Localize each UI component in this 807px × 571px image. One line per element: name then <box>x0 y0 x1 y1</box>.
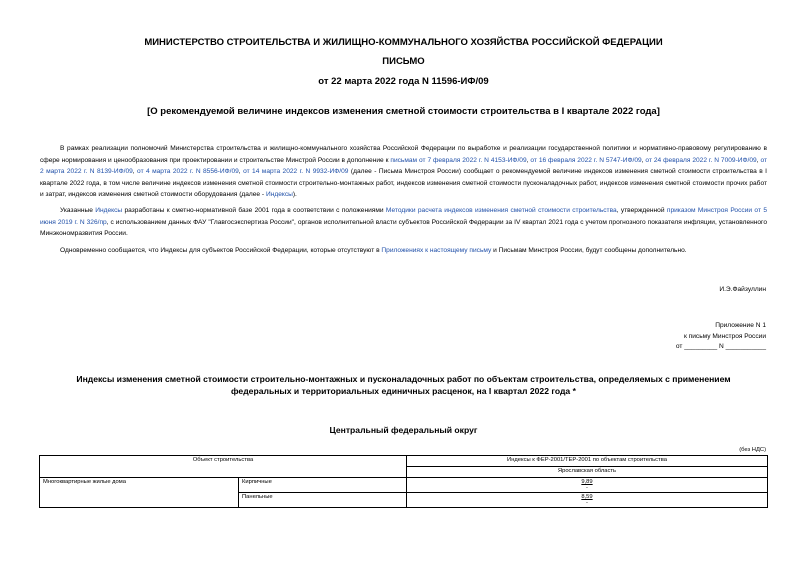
index-extra: - <box>586 485 588 491</box>
paragraph-text: (далее - Письма Минстроя России) сообщает о рекомендуемой величине индексов изменения сметной стоимости строительства в I квартале 2022 года, в том числе величине индексов изменения сметной стоимости строительно-монтажных работ, индексов изменения сметной стоимости пусконаладочных работ, индексов изменения сметной стоимости прочих работ и затрат, индексов изменения сметной стоимости оборудования (далее - <box>40 168 767 199</box>
cell-type: Кирпичные <box>239 478 407 493</box>
vat-note: (без НДС) <box>739 447 766 453</box>
appendix-number: Приложение N 1 <box>715 322 766 329</box>
index-title-line-2 <box>0 385 807 397</box>
signer-name: И.Э.Файзуллин <box>719 286 766 293</box>
paragraph-2 <box>40 205 767 240</box>
document-type: ПИСЬМО <box>382 56 425 67</box>
appendix-reference: к письму Минстроя России <box>683 333 766 340</box>
footnote-mark[interactable]: * <box>570 386 576 396</box>
link-letter-feb7[interactable]: письмам от 7 февраля 2022 г. N 4153-ИФ/09 <box>390 156 527 164</box>
link-indexes[interactable]: Индексы <box>265 191 293 199</box>
separator: , <box>526 156 531 164</box>
link-letter-mar14[interactable]: от 14 марта 2022 г. N 9932-ИФ/09 <box>243 168 349 176</box>
index-value: 8,59 <box>581 494 593 500</box>
header-object: Объект строительства <box>40 456 407 478</box>
table-row <box>40 493 768 508</box>
link-methodology[interactable]: Методики расчета индексов изменения сметной стоимости строительства <box>385 207 617 214</box>
header-indexes: Индексы к ФЕР-2001/ТЕР-2001 по объектам строительства <box>407 456 768 467</box>
ministry-name: МИНИСТЕРСТВО СТРОИТЕЛЬСТВА И ЖИЛИЩНО-КОММУНАЛЬНОГО ХОЗЯЙСТВА РОССИЙСКОЙ ФЕДЕРАЦИИ <box>144 37 663 48</box>
paragraph-3 <box>40 245 767 257</box>
link-indexes[interactable]: Индексы <box>95 207 123 214</box>
separator: , <box>132 168 138 176</box>
paragraph-text: Указанные <box>60 207 96 214</box>
index-table <box>39 455 768 508</box>
cell-value <box>407 493 768 508</box>
paragraph-text: Одновременно сообщается, что Индексы для субъектов Российской Федерации, которые отсутствуют в <box>60 247 382 254</box>
table-row <box>40 478 768 493</box>
link-letter-feb16[interactable]: от 16 февраля 2022 г. N 5747-ИФ/09 <box>530 156 642 164</box>
district-heading: Центральный федеральный округ <box>329 425 478 435</box>
link-letter-mar4[interactable]: от 4 марта 2022 г. N 8556-ИФ/09 <box>137 168 239 176</box>
document-date: от 22 марта 2022 года N 11596-ИФ/09 <box>318 76 489 87</box>
separator: , <box>641 156 646 164</box>
link-letter-feb24[interactable]: от 24 февраля 2022 г. N 7009-ИФ/09 <box>645 156 757 164</box>
paragraph-text: В рамках реализации полномочий Министерства строительства и жилищно-коммунального хозяйства Российской Федерации по выработке и реализации государственной политики и нормативно-правовому регулированию в сфере нормирования и ценообразования при проектировании и строительстве Минстрой России в дополнение к <box>40 145 767 164</box>
paragraph-text: ). <box>292 191 297 199</box>
cell-type: Панельные <box>239 493 407 508</box>
paragraph-text: , с использованием данных ФАУ "Главгосэкспертиза России", органов исполнительной власти субъектов Российской Федерации за IV квартал 2021 года с учетом прогнозного показателя инфляции, установленного Минэкономразвития России. <box>40 218 767 238</box>
paragraph-text: , утвержденной <box>616 207 667 214</box>
separator: , <box>756 156 761 164</box>
cell-object <box>40 493 239 508</box>
cell-value <box>407 478 768 493</box>
paragraph-text: и Письмам Минстроя России, будут сообщены дополнительно. <box>491 247 687 254</box>
appendix-date-number: от _________ N ___________ <box>675 343 766 350</box>
link-letter-mar2[interactable]: от 2 марта 2022 г. N 8139-ИФ/09 <box>40 156 768 176</box>
paragraph-1 <box>40 143 767 201</box>
paragraph-text: разработаны к сметно-нормативной базе 2001 года в соответствии с положениями <box>122 207 386 214</box>
link-appendices[interactable]: Приложениях к настоящему письму <box>381 247 492 254</box>
separator: , <box>238 168 244 176</box>
cell-object: Многоквартирные жилые дома <box>40 478 239 493</box>
document-subject: [О рекомендуемой величине индексов изменения сметной стоимости строительства в I квартале 2022 года] <box>147 106 660 117</box>
table-header-row <box>40 456 768 467</box>
index-value: 9,89 <box>581 479 593 485</box>
index-title-line-1: Индексы изменения сметной стоимости строительно-монтажных и пусконаладочных работ по объектам строительства, определяемых с применением <box>76 374 731 384</box>
link-order-326[interactable]: приказом Минстроя России от 5 июня 2019 г. N 326/пр <box>40 207 767 226</box>
index-title-text: федеральных и территориальных единичных расценок, на I квартал 2022 года <box>231 386 571 396</box>
header-region: Ярославская область <box>407 467 768 478</box>
index-extra: - <box>586 500 588 506</box>
